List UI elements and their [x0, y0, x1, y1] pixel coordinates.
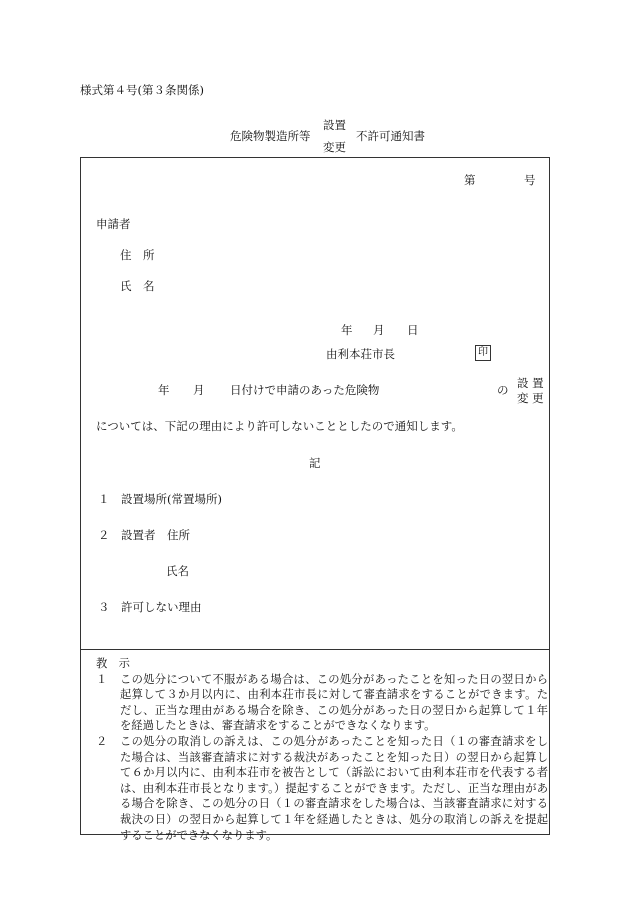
form-number: 様式第４号(第３条関係): [80, 83, 204, 97]
note-item: [96, 734, 548, 843]
note-number: １: [96, 672, 108, 686]
line1-day-text: 日付けで申請のあった危険物: [230, 383, 380, 397]
notes-section: [96, 656, 548, 843]
line1-option-install: 設 置: [517, 376, 544, 390]
mayor: 由利本荘市長: [326, 347, 395, 361]
item-2-name: 氏名: [166, 564, 189, 578]
name-label: 氏 名: [120, 279, 155, 293]
number-go: 号: [524, 173, 536, 187]
note-text: この処分について不服がある場合は、この処分があったことを知った日の翌日から起算して３か月以内に、由利本荘市長に対して審査請求をすることができます。ただし、正当な理由がある場合を除き、この処分があった日の翌日から起算して１年を経過したときは、審査請求をすることができなくなります。: [120, 672, 548, 733]
item-2: ２ 設置者 住所: [98, 528, 190, 542]
line1-month: 月: [193, 383, 205, 397]
item-3: ３ 許可しない理由: [98, 600, 202, 614]
date-day: 日: [407, 323, 419, 337]
line1-no: の: [497, 383, 509, 397]
address-label: 住 所: [120, 248, 155, 262]
title-suffix: 不許可通知書: [356, 129, 425, 143]
applicant-label: 申請者: [96, 217, 131, 231]
notes-divider: [80, 649, 550, 650]
ki-heading: 記: [309, 456, 321, 470]
item-1: １ 設置場所(常置場所): [98, 492, 222, 506]
date-year: 年: [341, 323, 353, 337]
number-dai: 第: [464, 173, 476, 187]
title-prefix: 危険物製造所等: [230, 129, 311, 143]
line1-option-change: 変 更: [517, 391, 544, 405]
note-number: ２: [96, 734, 108, 748]
notice-sentence: については、下記の理由により許可しないこととしたので通知します。: [96, 419, 463, 433]
seal-stamp: 印: [475, 345, 491, 361]
title-option-change: 変更: [323, 140, 346, 154]
notes-heading: 教 示: [96, 657, 130, 670]
note-text: この処分の取消しの訴えは、この処分があったことを知った日（１の審査請求をした場合は、当該審査請求に対する裁決があったことを知った日）の翌日から起算して６か月以内に、由利本荘市を被告として（訴訟において由利本荘市を代表する者は、由利本荘市長となります。）提起することができます。ただし、正当な理由がある場合を除き、この処分の日（１の審査請求をした場合は、当該審査請求に対する裁決の日）の翌日から起算して１年を経過したときは、処分の取消しの訴えを提起することができなくなります。: [120, 734, 548, 842]
note-item: [96, 672, 548, 734]
title-option-install: 設置: [323, 118, 346, 132]
line1-year: 年: [158, 383, 170, 397]
date-month: 月: [373, 323, 385, 337]
